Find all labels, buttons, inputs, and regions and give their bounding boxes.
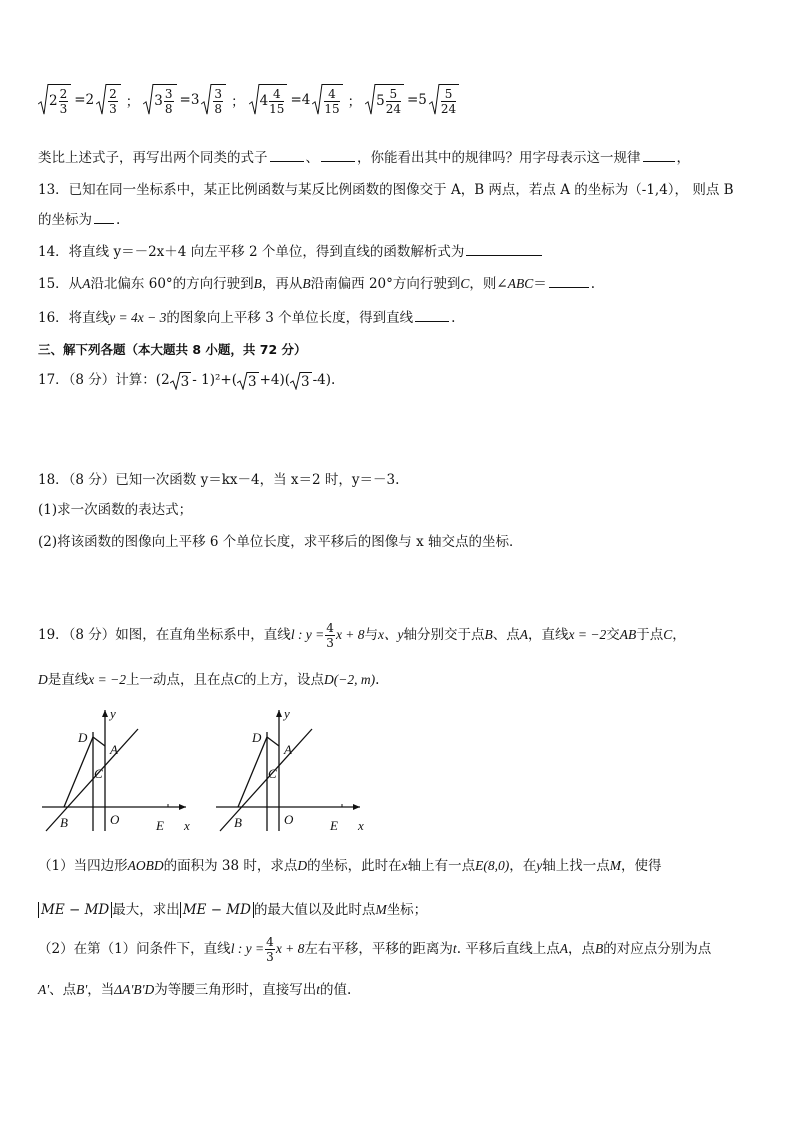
sqrt-mixed — [38, 84, 71, 115]
fraction — [164, 88, 174, 115]
label-o: O — [284, 812, 294, 827]
fraction — [59, 88, 69, 115]
q14-prompt: 14．将直线 y＝－2x＋4 向左平移 2 个单位，得到直线的函数解析式为 — [38, 244, 465, 260]
frac-num: 2 — [59, 87, 68, 101]
q15-text: 沿南偏西 20°方向行驶到 — [310, 276, 461, 292]
sqrt-3: 3 — [237, 372, 259, 390]
y-arrow-icon — [276, 710, 282, 717]
frac-num: 5 — [441, 88, 456, 102]
q14 — [38, 240, 544, 260]
label-x: x — [358, 818, 364, 833]
label-e: E — [156, 818, 164, 833]
q19-text: 是直线 — [47, 672, 89, 688]
q19-text: 与 — [364, 627, 379, 643]
point-d: D — [297, 858, 308, 873]
sqrt-fraction — [96, 84, 121, 115]
sqrt-mixed — [249, 84, 288, 115]
frac-den: 8 — [164, 102, 173, 116]
point-b: B — [253, 276, 262, 291]
fraction-4-3 — [325, 622, 335, 649]
line-l-rest: x + 8 — [335, 627, 365, 642]
sqrt-fraction — [429, 84, 459, 115]
q19-1-line1 — [38, 854, 661, 874]
q19-1-text: 最大，求出 — [112, 902, 180, 918]
exam-page — [38, 84, 758, 998]
q19-2-text: 的对应点分别为点 — [603, 941, 712, 957]
q19-2-text: （2）在第（1）问条件下，直线 — [38, 941, 231, 957]
answer-blank — [466, 254, 542, 256]
q19-2-line2 — [38, 978, 351, 998]
separator: ； — [231, 93, 245, 110]
fraction — [213, 88, 223, 115]
figure-svg — [38, 704, 198, 836]
line-x-neg2: x = −2 — [568, 627, 607, 642]
q19-1-text: （1）当四边形 — [38, 858, 128, 874]
coefficient: =4 — [290, 91, 311, 108]
frac-num: 4 — [269, 88, 284, 102]
int-part: 3 — [154, 93, 163, 109]
label-c: C — [94, 766, 103, 781]
line-l: l : y = — [290, 627, 325, 642]
q13-line2 — [38, 208, 120, 228]
q12-text — [38, 146, 690, 166]
fraction — [324, 88, 339, 115]
sqrt-example — [365, 84, 460, 115]
quad-aobd: AOBD — [127, 858, 164, 873]
coefficient: =5 — [407, 91, 427, 108]
segment-bd — [238, 737, 267, 807]
q18-line1: 18．（8 分）已知一次函数 y＝kx－4，当 x＝2 时，y＝－3. — [38, 472, 400, 488]
q19-1-text: ，使得 — [620, 858, 662, 874]
q19-line2 — [38, 668, 379, 688]
answer-blank — [321, 160, 355, 162]
int-part: 4 — [259, 93, 269, 109]
point-c: C — [663, 627, 673, 642]
axis-y: y — [536, 858, 543, 873]
answer-blank — [549, 286, 589, 288]
point-c: C — [460, 276, 470, 291]
q19-line1 — [38, 622, 686, 649]
sqrt-fraction — [312, 84, 342, 115]
q19-1-text: 坐标； — [386, 902, 428, 918]
sqrt-mixed — [143, 84, 176, 115]
q18-line3: (2)将该函数的图像向上平移 6 个单位长度，求平移后的图像与 x 轴交点的坐标． — [38, 534, 523, 550]
q13-prompt: 的坐标为 — [38, 212, 92, 228]
label-e: E — [330, 818, 338, 833]
line-x-neg2: x = −2 — [88, 672, 126, 687]
frac-num: 4 — [326, 621, 334, 635]
q19-text: 、点 — [492, 627, 520, 643]
label-c: C — [268, 766, 277, 781]
label-d: D — [252, 730, 262, 745]
q19-2-text: ，点 — [568, 941, 596, 957]
answer-blank — [643, 160, 675, 162]
coordinate-figure-right — [212, 704, 372, 840]
label-b: B — [60, 815, 68, 830]
q19-2-text: 左右平移，平移的距离为 — [304, 941, 453, 957]
line-l: l : y = — [230, 941, 265, 956]
point-m: M — [375, 902, 387, 917]
q19-text: . — [375, 672, 380, 688]
sqrt-fraction — [201, 84, 226, 115]
q18-line2: (1)求一次函数的表达式； — [38, 502, 193, 518]
segment-bd — [64, 737, 93, 807]
q19-1-text: 的最大值以及此时点 — [253, 902, 376, 918]
q19-2-text: . 平移后直线上点 — [456, 941, 560, 957]
q19-2-text: ，当 — [87, 982, 115, 998]
fraction — [386, 88, 401, 115]
angle-abc: ABC — [507, 276, 534, 291]
q19-text: 轴分别交于点 — [403, 627, 485, 643]
frac-den: 24 — [385, 102, 401, 116]
q17-text: 17．（8 分）计算：(2 — [38, 372, 170, 388]
coefficient: =2 — [74, 91, 95, 108]
label-a: A — [110, 742, 118, 757]
label-o: O — [110, 812, 120, 827]
y-arrow-icon — [102, 710, 108, 717]
q19-1-text: 的面积为 38 时，求点 — [163, 858, 298, 874]
q16-text: 的图象向上平移 3 个单位长度，得到直线 — [166, 310, 414, 326]
q16-text: 16．将直线 — [38, 310, 110, 326]
x-arrow-icon — [179, 804, 186, 810]
q17-text: +4)( — [259, 372, 290, 388]
q17 — [38, 368, 335, 390]
int-part: 2 — [49, 93, 58, 109]
q19-2-text: 为等腰三角形时，直接写出 — [154, 982, 317, 998]
answer-blank — [415, 320, 449, 322]
label-y: y — [284, 706, 290, 721]
point-b: B — [484, 627, 493, 642]
sqrt-mixed — [365, 84, 404, 115]
q15-text: 15．从 — [38, 276, 83, 292]
frac-num: 3 — [164, 87, 173, 101]
x-arrow-icon — [353, 804, 360, 810]
frac-den: 15 — [269, 102, 285, 116]
figure-svg — [212, 704, 372, 836]
frac-den: 3 — [109, 102, 117, 116]
frac-num: 4 — [266, 935, 274, 949]
sqrt-example — [143, 84, 227, 115]
label-a: A — [284, 742, 292, 757]
point-m: M — [609, 858, 621, 873]
point-a-prime: A' — [38, 982, 50, 997]
q19-text: 的上方，设点 — [242, 672, 324, 688]
separator: ； — [347, 93, 362, 110]
axis-x: x — [401, 858, 408, 873]
q15-text: ，再从 — [261, 276, 303, 292]
frac-den: 3 — [266, 950, 274, 964]
label-b: B — [234, 815, 242, 830]
point-e: E(8,0) — [475, 858, 510, 873]
q19-text: ， — [672, 627, 686, 643]
segment-ab: AB — [619, 627, 637, 642]
point-b-prime: B' — [76, 982, 88, 997]
axes-xy: x、y — [378, 627, 404, 642]
q19-1-line2 — [38, 898, 427, 918]
fraction — [441, 88, 456, 115]
segment-da — [267, 737, 279, 746]
q16 — [38, 306, 455, 326]
q19-1-text: ，在 — [509, 858, 537, 874]
q13-end: . — [116, 212, 121, 228]
var-t: t — [316, 982, 320, 997]
point-a: A — [82, 276, 91, 291]
coordinate-figure-left — [38, 704, 198, 840]
frac-num: 4 — [324, 88, 339, 102]
q19-1-text: 轴上找一点 — [542, 858, 610, 874]
frac-den: 3 — [326, 636, 334, 650]
q19-text: 上一动点，且在点 — [125, 672, 234, 688]
separator: ； — [125, 93, 140, 110]
q12-prompt-2: ，你能看出其中的规律吗？用字母表示这一规律 — [357, 150, 641, 166]
q15 — [38, 272, 595, 292]
q19-1-text: 的坐标，此时在 — [307, 858, 402, 874]
q16-end: . — [451, 310, 456, 326]
label-x: x — [184, 818, 190, 833]
q12-prompt: 类比上述式子，再写出两个同类的式子 — [38, 150, 268, 166]
line-l-rest: x + 8 — [275, 941, 305, 956]
frac-den: 15 — [324, 102, 340, 116]
sqrt-examples-row — [38, 84, 758, 128]
point-d-coords: D(−2, m) — [323, 672, 376, 687]
sqrt-example — [249, 84, 344, 115]
point-a: A — [559, 941, 569, 956]
frac-num: 3 — [214, 87, 223, 101]
q15-text: ＝ — [533, 276, 547, 292]
line-expression: y = 4x − 3 — [109, 310, 167, 325]
var-t: t — [452, 941, 457, 956]
abs-me-md: ME − MD — [38, 902, 112, 918]
q19-text: 19．（8 分）如图，在直角坐标系中，直线 — [38, 627, 291, 643]
frac-num: 5 — [386, 88, 401, 102]
q15-end: . — [590, 276, 596, 292]
frac-num: 2 — [109, 87, 117, 101]
q19-2-text: 、点 — [49, 982, 77, 998]
fraction-4-3 — [265, 936, 275, 963]
q19-text: 交 — [606, 627, 620, 643]
q15-text: ，则∠ — [469, 276, 508, 292]
answer-blank — [270, 160, 304, 162]
sqrt-example — [38, 84, 122, 115]
point-c: C — [233, 672, 243, 687]
fraction — [108, 88, 118, 115]
point-b: B — [595, 941, 604, 956]
answer-blank — [94, 222, 114, 224]
fraction — [269, 88, 284, 115]
q15-text: 沿北偏东 60°的方向行驶到 — [90, 276, 254, 292]
coefficient: =3 — [179, 91, 200, 108]
frac-den: 8 — [214, 102, 223, 116]
q13-line1: 13．已知在同一坐标系中，某正比例函数与某反比例函数的图像交于 A，B 两点，若点 A 的坐标为（-1,4）， 则点 B — [38, 182, 734, 198]
label-y: y — [110, 706, 116, 721]
point-d: D — [38, 672, 48, 687]
int-part: 5 — [376, 93, 385, 109]
q12-end: ， — [676, 150, 690, 166]
q19-text: 于点 — [636, 627, 664, 643]
label-d: D — [78, 730, 88, 745]
frac-den: 24 — [440, 102, 457, 116]
section-heading: 三、解下列各题（本大题共 8 小题，共 72 分） — [38, 342, 307, 357]
segment-da — [93, 737, 105, 746]
frac-den: 3 — [59, 102, 68, 116]
q19-2-line1 — [38, 936, 711, 963]
point-a: A — [519, 627, 529, 642]
q17-text: - 1)²+( — [192, 372, 237, 388]
sqrt-3: 3 — [170, 372, 192, 390]
sqrt-3: 3 — [290, 372, 312, 390]
triangle-abd: ΔA'B'D — [114, 982, 155, 997]
q19-text: ，直线 — [528, 627, 569, 643]
abs-me-md: ME − MD — [180, 902, 254, 918]
point-b: B — [302, 276, 311, 291]
q17-text: -4). — [312, 372, 336, 388]
q19-1-text: 轴上有一点 — [407, 858, 476, 874]
q12-sep: 、 — [305, 150, 319, 166]
q19-2-text: 的值. — [320, 982, 352, 998]
